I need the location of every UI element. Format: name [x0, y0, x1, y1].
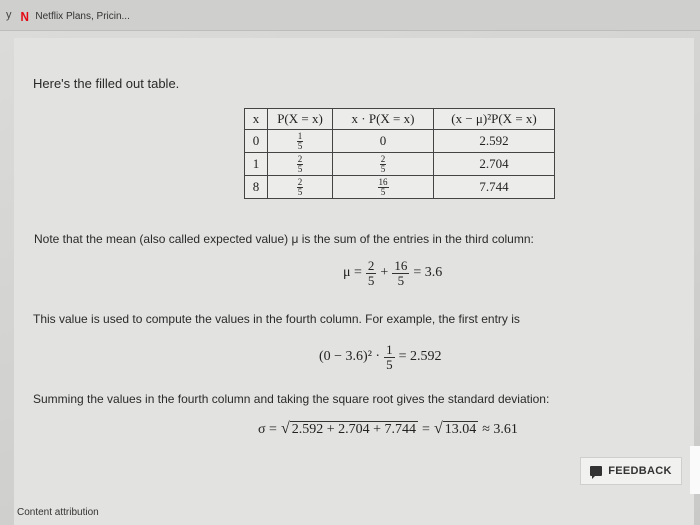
browser-tab-netflix[interactable]	[14, 4, 180, 28]
browser-tab-bar	[0, 0, 700, 31]
header-probability: P(X = x)	[268, 109, 333, 130]
fraction-numerator: 16	[394, 258, 408, 273]
distribution-table	[244, 108, 555, 199]
sd-equals: =	[422, 421, 430, 437]
first-entry-lhs: (0 − 3.6)² ·	[319, 349, 381, 365]
fraction-denominator: 5	[380, 163, 386, 174]
fraction-denominator: 5	[397, 272, 405, 288]
fraction	[378, 178, 389, 197]
fourth-column-note: This value is used to compute the values in the fourth column. For example, the first entry is	[33, 312, 520, 326]
fraction-numerator: 2	[297, 176, 303, 187]
sd-approx-result: ≈ 3.61	[482, 421, 518, 437]
fraction-denominator: 5	[297, 140, 303, 151]
fraction	[297, 132, 304, 151]
fraction	[380, 155, 387, 174]
mean-note: Note that the mean (also called expected value) μ is the sum of the entries in the third column:	[34, 232, 534, 246]
header-x: x	[245, 109, 268, 130]
feedback-button[interactable]	[580, 457, 682, 485]
fraction	[366, 259, 377, 287]
fraction	[297, 155, 304, 174]
fraction-denominator: 5	[297, 186, 303, 197]
mean-result: = 3.6	[413, 265, 443, 281]
cell-squared-deviation: 2.704	[434, 153, 555, 176]
sd-lhs: σ =	[258, 421, 277, 437]
fraction-denominator: 5	[386, 356, 393, 372]
fraction-numerator: 1	[386, 342, 393, 357]
feedback-icon	[590, 466, 602, 476]
cell-x: 8	[245, 176, 268, 199]
radical-sign-icon: √	[280, 420, 290, 437]
intro-text: Here's the filled out table.	[33, 76, 180, 91]
first-entry-result: = 2.592	[398, 349, 442, 365]
cell-x: 0	[245, 130, 268, 153]
fraction	[392, 259, 409, 287]
cell-probability	[268, 153, 333, 176]
mean-equation	[343, 259, 442, 287]
fraction-numerator: 1	[297, 130, 303, 141]
tab-title: Netflix Plans, Pricin...	[35, 10, 130, 22]
right-edge-panel	[690, 446, 700, 494]
radicand: 13.04	[444, 422, 477, 437]
previous-tab-fragment[interactable]: y	[6, 9, 12, 21]
cell-x-times-p	[333, 153, 434, 176]
standard-deviation-note: Summing the values in the fourth column and taking the square root gives the standard deviation:	[33, 392, 550, 406]
square-root	[281, 421, 418, 438]
cell-x-times-p: 0	[333, 130, 434, 153]
standard-deviation-equation	[258, 421, 518, 438]
fraction	[297, 178, 304, 197]
first-entry-equation	[319, 343, 442, 371]
fraction-numerator: 2	[367, 258, 375, 273]
fraction-denominator: 5	[380, 186, 386, 197]
cell-x-times-p	[333, 176, 434, 199]
table-row	[245, 130, 555, 153]
mean-lhs: μ =	[343, 265, 362, 281]
cell-x: 1	[245, 153, 268, 176]
content-attribution-link[interactable]: Content attribution	[17, 507, 99, 518]
fraction-numerator: 16	[378, 176, 388, 187]
square-root	[434, 421, 478, 438]
table-row	[245, 153, 555, 176]
fraction	[384, 343, 395, 371]
cell-probability	[268, 130, 333, 153]
header-x-times-p: x · P(X = x)	[333, 109, 434, 130]
cell-squared-deviation: 2.592	[434, 130, 555, 153]
table-row	[245, 176, 555, 199]
fraction-denominator: 5	[297, 163, 303, 174]
radical-sign-icon: √	[433, 420, 443, 437]
cell-squared-deviation: 7.744	[434, 176, 555, 199]
fraction-denominator: 5	[367, 272, 375, 288]
radicand: 2.592 + 2.704 + 7.744	[291, 422, 417, 437]
cell-probability	[268, 176, 333, 199]
feedback-label: FEEDBACK	[608, 465, 672, 477]
netflix-icon: N	[20, 8, 29, 24]
fraction-numerator: 2	[380, 153, 386, 164]
fraction-numerator: 2	[297, 153, 303, 164]
plus-sign: +	[380, 265, 389, 281]
header-squared-deviation: (x − μ)²P(X = x)	[434, 109, 555, 130]
table-header-row	[245, 109, 555, 130]
